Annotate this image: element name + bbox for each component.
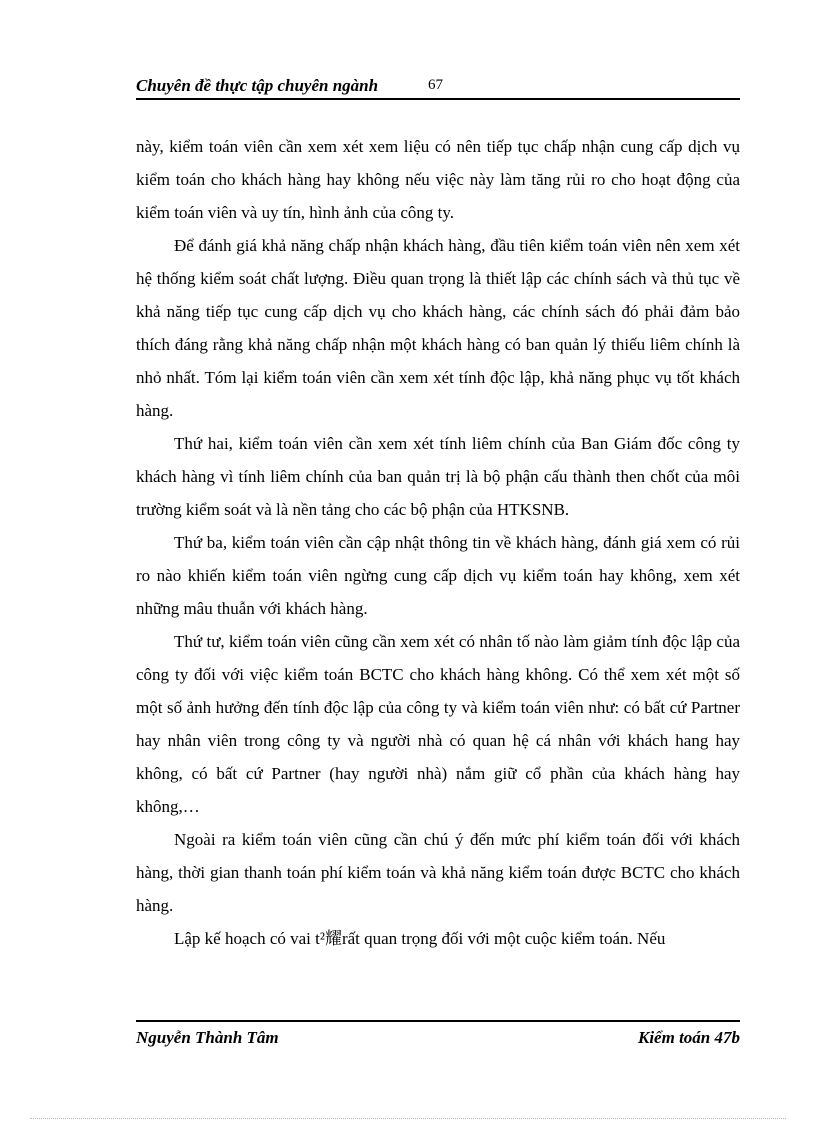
paragraph: Để đánh giá khả năng chấp nhận khách hàng, đầu tiên kiểm toán viên nên xem xét hệ thống kiểm soát chất lượng. Điều quan trọng là thiết lập các chính sách và thủ tục về khả năng tiếp tục cung cấp dịch vụ cho khách hàng, các chính sách đó phải đảm bảo thích đáng rằng khả năng chấp nhận một khách hàng có ban quản lý thiếu liêm chính là nhỏ nhất. Tóm lại kiểm toán viên cần xem xét tính độc lập, khả năng phục vụ tốt khách hàng. (136, 236, 740, 420)
paragraph: Thứ ba, kiểm toán viên cần cập nhật thông tin về khách hàng, đánh giá xem có rủi ro nào khiến kiểm toán viên ngừng cung cấp dịch vụ kiểm toán hay không, xem xét những mâu thuẫn với khách hàng. (136, 533, 740, 618)
paragraph: Thứ hai, kiểm toán viên cần xem xét tính liêm chính của Ban Giám đốc công ty khách hàng vì tính liêm chính của ban quản trị là bộ phận cấu thành then chốt của môi trường kiểm soát và là nền tảng cho các bộ phận của HTKSNB. (136, 434, 740, 519)
footer-author: Nguyễn Thành Tâm (136, 1028, 279, 1047)
footer-class: Kiểm toán 47b (637, 1028, 740, 1047)
page-number: 67 (428, 77, 443, 93)
page-bottom-divider (30, 1118, 786, 1119)
document-body (136, 130, 740, 955)
page-footer (136, 1020, 740, 1048)
page-header (136, 76, 740, 100)
paragraph: Lập kế hoạch có vai t²耀rất quan trọng đối với một cuộc kiểm toán. Nếu (174, 929, 666, 948)
paragraph: này, kiểm toán viên cần xem xét xem liệu có nên tiếp tục chấp nhận cung cấp dịch vụ kiểm toán cho khách hàng hay không nếu việc này làm tăng rủi ro cho hoạt động của kiểm toán viên và uy tín, hình ảnh của công ty. (136, 137, 740, 222)
header-title: Chuyên đề thực tập chuyên ngành (136, 76, 379, 95)
paragraph: Ngoài ra kiểm toán viên cũng cần chú ý đến mức phí kiểm toán đối với khách hàng, thời gian thanh toán phí kiểm toán và khả năng kiểm toán được BCTC cho khách hàng. (136, 830, 740, 915)
paragraph: Thứ tư, kiểm toán viên cũng cần xem xét có nhân tố nào làm giảm tính độc lập của công ty đối với việc kiểm toán BCTC cho khách hàng không. Có thể xem xét một số một số ảnh hưởng đến tính độc lập của công ty và kiểm toán viên như: có bất cứ Partner hay nhân viên trong công ty và người nhà có quan hệ cá nhân với khách hang hay không, có bất cứ Partner (hay người nhà) nắm giữ cổ phần của khách hàng hay không,… (136, 632, 740, 816)
